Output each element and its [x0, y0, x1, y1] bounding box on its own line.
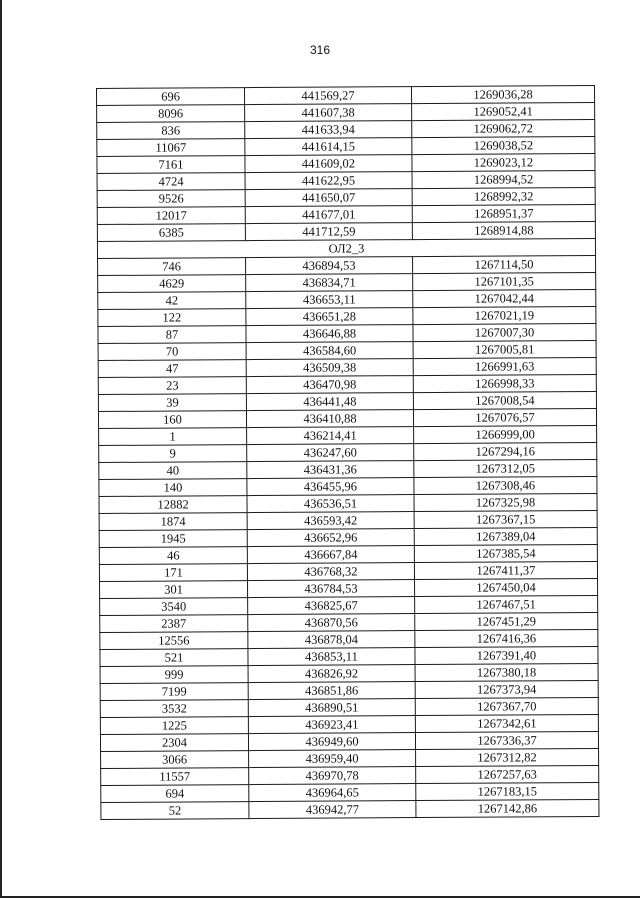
point-id-cell: 40: [99, 462, 247, 480]
point-id-cell: 696: [97, 88, 245, 106]
x-coordinate-cell: 436455,96: [247, 478, 414, 496]
x-coordinate-cell: 436470,98: [246, 376, 413, 394]
y-coordinate-cell: 1267391,40: [415, 646, 598, 664]
x-coordinate-cell: 441712,59: [245, 223, 412, 241]
x-coordinate-cell: 441633,94: [245, 121, 412, 139]
point-id-cell: 999: [100, 666, 248, 684]
point-id-cell: 694: [101, 785, 249, 803]
point-id-cell: 46: [99, 547, 247, 565]
point-id-cell: 47: [98, 360, 246, 378]
x-coordinate-cell: 441569,27: [245, 87, 412, 105]
x-coordinate-cell: 436431,36: [247, 461, 414, 479]
y-coordinate-cell: 1267007,30: [413, 323, 596, 341]
point-id-cell: 12017: [97, 207, 245, 225]
x-coordinate-cell: 436247,60: [247, 444, 414, 462]
y-coordinate-cell: 1267312,05: [414, 459, 597, 477]
y-coordinate-cell: 1267385,54: [414, 544, 597, 562]
y-coordinate-cell: 1267450,04: [415, 578, 598, 596]
y-coordinate-cell: 1267008,54: [413, 391, 596, 409]
point-id-cell: 87: [98, 326, 246, 344]
point-id-cell: 1: [99, 428, 247, 446]
point-id-cell: 7199: [100, 683, 248, 701]
x-coordinate-cell: 436214,41: [247, 427, 414, 445]
scan-edge-left: [0, 0, 2, 898]
y-coordinate-cell: 1268992,32: [412, 187, 595, 205]
point-id-cell: 4629: [98, 275, 246, 293]
x-coordinate-cell: 436853,11: [248, 648, 415, 666]
x-coordinate-cell: 436851,86: [248, 682, 415, 700]
coordinates-table-wrap: [96, 85, 598, 820]
point-id-cell: 1945: [99, 530, 247, 548]
point-id-cell: 6385: [97, 224, 245, 242]
x-coordinate-cell: 436509,38: [246, 359, 413, 377]
point-id-cell: 746: [98, 258, 246, 276]
table-row: [101, 799, 599, 819]
point-id-cell: 2387: [100, 615, 248, 633]
point-id-cell: 1874: [99, 513, 247, 531]
x-coordinate-cell: 441650,07: [245, 189, 412, 207]
y-coordinate-cell: 1267257,63: [416, 765, 599, 783]
point-id-cell: 7161: [97, 156, 245, 174]
y-coordinate-cell: 1267451,29: [415, 612, 598, 630]
y-coordinate-cell: 1269023,12: [412, 153, 595, 171]
point-id-cell: 9526: [97, 190, 245, 208]
x-coordinate-cell: 436970,78: [249, 767, 416, 785]
y-coordinate-cell: 1267342,61: [415, 714, 598, 732]
point-id-cell: 39: [98, 394, 246, 412]
y-coordinate-cell: 1267142,86: [416, 799, 599, 817]
x-coordinate-cell: 436768,32: [247, 563, 414, 581]
point-id-cell: 4724: [97, 173, 245, 191]
y-coordinate-cell: 1266998,33: [413, 374, 596, 392]
x-coordinate-cell: 441607,38: [245, 104, 412, 122]
y-coordinate-cell: 1267076,57: [413, 408, 596, 426]
y-coordinate-cell: 1267114,50: [413, 255, 596, 273]
y-coordinate-cell: 1267367,15: [414, 510, 597, 528]
y-coordinate-cell: 1267308,46: [414, 476, 597, 494]
point-id-cell: 836: [97, 122, 245, 140]
y-coordinate-cell: 1267389,04: [414, 527, 597, 545]
x-coordinate-cell: 436825,67: [248, 597, 415, 615]
y-coordinate-cell: 1267294,16: [414, 442, 597, 460]
point-id-cell: 12882: [99, 496, 247, 514]
x-coordinate-cell: 436667,84: [247, 546, 414, 564]
page-number: 316: [309, 43, 331, 57]
point-id-cell: 52: [101, 802, 249, 820]
y-coordinate-cell: 1266991,63: [413, 357, 596, 375]
x-coordinate-cell: 436834,71: [246, 274, 413, 292]
y-coordinate-cell: 1269036,28: [411, 85, 594, 103]
point-id-cell: 3532: [100, 700, 248, 718]
y-coordinate-cell: 1269038,52: [412, 136, 595, 154]
table-body-top: [97, 85, 596, 241]
point-id-cell: 70: [98, 343, 246, 361]
x-coordinate-cell: 436651,28: [246, 308, 413, 326]
x-coordinate-cell: 436584,60: [246, 342, 413, 360]
x-coordinate-cell: 436652,96: [247, 529, 414, 547]
point-id-cell: 1225: [100, 717, 248, 735]
y-coordinate-cell: 1267336,37: [415, 731, 598, 749]
y-coordinate-cell: 1268951,37: [412, 204, 595, 222]
x-coordinate-cell: 436894,53: [246, 257, 413, 275]
point-id-cell: 23: [98, 377, 246, 395]
y-coordinate-cell: 1267021,19: [413, 306, 596, 324]
x-coordinate-cell: 436653,11: [246, 291, 413, 309]
y-coordinate-cell: 1267101,35: [413, 272, 596, 290]
x-coordinate-cell: 436964,65: [249, 784, 416, 802]
y-coordinate-cell: 1269062,72: [412, 119, 595, 137]
x-coordinate-cell: 436826,92: [248, 665, 415, 683]
x-coordinate-cell: 436441,48: [246, 393, 413, 411]
point-id-cell: 301: [100, 581, 248, 599]
y-coordinate-cell: 1267183,15: [416, 782, 599, 800]
x-coordinate-cell: 436949,60: [248, 733, 415, 751]
y-coordinate-cell: 1268914,88: [412, 221, 595, 239]
point-id-cell: 140: [99, 479, 247, 497]
table-body-bottom: [98, 255, 599, 819]
x-coordinate-cell: 436942,77: [249, 801, 416, 819]
y-coordinate-cell: 1267373,94: [415, 680, 598, 698]
x-coordinate-cell: 441677,01: [245, 206, 412, 224]
y-coordinate-cell: 1267312,82: [416, 748, 599, 766]
x-coordinate-cell: 441609,02: [245, 155, 412, 173]
y-coordinate-cell: 1267411,37: [414, 561, 597, 579]
y-coordinate-cell: 1267005,81: [413, 340, 596, 358]
y-coordinate-cell: 1267416,36: [415, 629, 598, 647]
x-coordinate-cell: 441622,95: [245, 172, 412, 190]
x-coordinate-cell: 436646,88: [246, 325, 413, 343]
point-id-cell: 160: [98, 411, 246, 429]
y-coordinate-cell: 1267367,70: [415, 697, 598, 715]
point-id-cell: 12556: [100, 632, 248, 650]
point-id-cell: 3540: [100, 598, 248, 616]
x-coordinate-cell: 436593,42: [247, 512, 414, 530]
point-id-cell: 122: [98, 309, 246, 327]
y-coordinate-cell: 1267380,18: [415, 663, 598, 681]
point-id-cell: 11067: [97, 139, 245, 157]
x-coordinate-cell: 436878,04: [248, 631, 415, 649]
y-coordinate-cell: 1268994,52: [412, 170, 595, 188]
point-id-cell: 42: [98, 292, 246, 310]
x-coordinate-cell: 436959,40: [249, 750, 416, 768]
y-coordinate-cell: 1267325,98: [414, 493, 597, 511]
point-id-cell: 521: [100, 649, 248, 667]
point-id-cell: 11557: [101, 768, 249, 786]
section-title: ОЛ2_3: [97, 238, 595, 258]
x-coordinate-cell: 436923,41: [248, 716, 415, 734]
x-coordinate-cell: 436410,88: [246, 410, 413, 428]
point-id-cell: 171: [99, 564, 247, 582]
x-coordinate-cell: 441614,15: [245, 138, 412, 156]
x-coordinate-cell: 436890,51: [248, 699, 415, 717]
coordinates-table: [96, 85, 599, 820]
y-coordinate-cell: 1267467,51: [415, 595, 598, 613]
y-coordinate-cell: 1269052,41: [412, 102, 595, 120]
y-coordinate-cell: 1266999,00: [414, 425, 597, 443]
x-coordinate-cell: 436784,53: [248, 580, 415, 598]
x-coordinate-cell: 436536,51: [247, 495, 414, 513]
point-id-cell: 2304: [100, 734, 248, 752]
y-coordinate-cell: 1267042,44: [413, 289, 596, 307]
point-id-cell: 9: [99, 445, 247, 463]
point-id-cell: 3066: [101, 751, 249, 769]
point-id-cell: 8096: [97, 105, 245, 123]
x-coordinate-cell: 436870,56: [248, 614, 415, 632]
